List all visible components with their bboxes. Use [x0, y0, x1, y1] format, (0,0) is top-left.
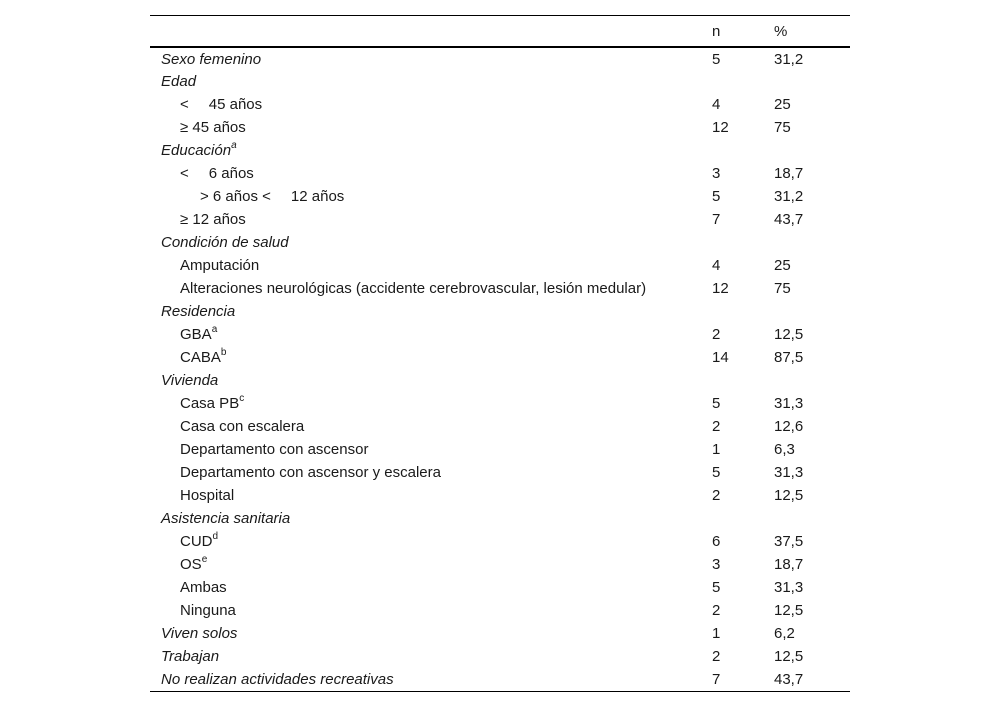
table-row [150, 576, 850, 599]
row-n: 5 [712, 188, 721, 205]
row-label [150, 70, 712, 93]
row-pct: 25 [774, 96, 791, 113]
row-pct: 25 [774, 257, 791, 274]
row-label-text: Residencia [161, 303, 236, 320]
table-row [150, 438, 850, 461]
row-label-text: 6 años [208, 165, 254, 182]
table-row [150, 369, 850, 392]
table-row [150, 346, 850, 369]
row-pct [774, 70, 850, 93]
table-row [150, 277, 850, 300]
row-n: 1 [712, 441, 721, 458]
row-n: 2 [712, 487, 721, 504]
row-label [150, 277, 712, 300]
row-label [150, 599, 712, 622]
row-pct [774, 369, 850, 392]
row-pct: 75 [774, 280, 791, 297]
row-pct: 18,7 [774, 556, 804, 573]
row-pct: 31,3 [774, 464, 804, 481]
row-label [150, 323, 712, 346]
row-n: 5 [712, 50, 721, 68]
footnote-marker: d [212, 531, 219, 542]
demographics-table [150, 15, 850, 692]
row-label [150, 231, 712, 254]
demographics-table-container [150, 15, 850, 692]
table-row [150, 599, 850, 622]
row-n: 1 [712, 625, 721, 642]
row-label-text: Educación [161, 142, 232, 159]
table-row [150, 162, 850, 185]
row-label [150, 300, 712, 323]
row-label [150, 185, 712, 208]
row-label [150, 346, 712, 369]
row-label [150, 392, 712, 415]
header-label [150, 16, 712, 48]
row-label [150, 93, 712, 116]
row-label [150, 116, 712, 139]
header-pct: % [774, 22, 788, 40]
row-n: 4 [712, 96, 721, 113]
footnote-marker: e [201, 554, 208, 565]
row-label-operator: > 6 años < [200, 188, 271, 205]
row-label-text: Ninguna [180, 602, 236, 619]
row-label-text: No realizan actividades recreativas [161, 670, 394, 688]
row-label [150, 576, 712, 599]
row-label-text: Alteraciones neurológicas (accidente cerebrovascular, lesión medular) [180, 280, 647, 297]
row-label-text: Departamento con ascensor y escalera [180, 464, 441, 481]
row-label-text: Viven solos [161, 625, 238, 642]
table-row [150, 93, 850, 116]
row-n [712, 139, 774, 162]
row-pct: 43,7 [774, 670, 804, 688]
header-row [150, 16, 850, 48]
row-label-text: CABA [180, 349, 221, 366]
table-header [150, 16, 850, 48]
row-label [150, 668, 712, 691]
table-row [150, 622, 850, 645]
row-pct: 12,5 [774, 648, 804, 665]
row-label-text: Asistencia sanitaria [161, 510, 291, 527]
row-label-text: 12 años [290, 188, 345, 205]
table-row [150, 645, 850, 668]
row-label-text: Vivienda [161, 372, 219, 389]
row-label [150, 530, 712, 553]
row-pct [774, 139, 850, 162]
row-label-text: Trabajan [161, 648, 220, 665]
row-pct: 31,2 [774, 50, 804, 68]
row-label [150, 461, 712, 484]
table-row [150, 185, 850, 208]
row-label-text: Casa PB [180, 395, 240, 412]
row-n: 12 [712, 280, 729, 297]
row-pct: 31,3 [774, 395, 804, 412]
row-label-text: Departamento con ascensor [180, 441, 369, 458]
table-row [150, 139, 850, 162]
row-n [712, 369, 774, 392]
table-body [150, 47, 850, 691]
footnote-marker: c [239, 393, 245, 404]
row-label [150, 162, 712, 185]
row-label-operator: < [180, 96, 189, 113]
row-label [150, 645, 712, 668]
footnote-marker: a [211, 324, 218, 335]
row-label-text: OS [180, 556, 202, 573]
row-n: 5 [712, 464, 721, 481]
row-n: 4 [712, 257, 721, 274]
table-row [150, 254, 850, 277]
row-label [150, 415, 712, 438]
row-n [712, 507, 774, 530]
row-pct [774, 507, 850, 530]
row-label-text: Amputación [180, 257, 260, 274]
row-label [150, 47, 712, 70]
row-n [712, 70, 774, 93]
table-row [150, 300, 850, 323]
row-n: 7 [712, 670, 721, 688]
table-row [150, 47, 850, 70]
row-pct: 12,5 [774, 326, 804, 343]
row-label-text: ≥ 12 años [180, 211, 246, 228]
table-row [150, 668, 850, 691]
row-pct: 18,7 [774, 165, 804, 182]
row-n: 5 [712, 395, 721, 412]
row-n: 2 [712, 418, 721, 435]
row-label [150, 208, 712, 231]
table-row [150, 208, 850, 231]
row-label-text: Edad [161, 73, 197, 90]
row-pct: 37,5 [774, 533, 804, 550]
table-row [150, 116, 850, 139]
table-row [150, 484, 850, 507]
table-row [150, 461, 850, 484]
table-row [150, 231, 850, 254]
row-n: 3 [712, 165, 721, 182]
row-n [712, 300, 774, 323]
row-n: 6 [712, 533, 721, 550]
row-pct: 12,6 [774, 418, 804, 435]
row-pct: 31,2 [774, 188, 804, 205]
table-row [150, 415, 850, 438]
row-label [150, 438, 712, 461]
footnote-marker: b [220, 347, 227, 358]
row-label-text: Ambas [180, 579, 227, 596]
row-pct [774, 300, 850, 323]
table-row [150, 507, 850, 530]
row-label [150, 553, 712, 576]
row-pct: 87,5 [774, 349, 804, 366]
row-label-text: ≥ 45 años [180, 119, 246, 136]
row-label-text: CUD [180, 533, 213, 550]
row-label-text: Condición de salud [161, 234, 289, 251]
table-row [150, 323, 850, 346]
row-n: 5 [712, 579, 721, 596]
table-row [150, 392, 850, 415]
table-row [150, 530, 850, 553]
row-label-text: GBA [180, 326, 212, 343]
row-label [150, 622, 712, 645]
row-pct [774, 231, 850, 254]
row-n: 7 [712, 211, 721, 228]
row-pct: 12,5 [774, 487, 804, 504]
table-row [150, 553, 850, 576]
row-pct: 43,7 [774, 211, 804, 228]
row-pct: 6,3 [774, 441, 795, 458]
row-label [150, 139, 712, 162]
row-pct: 75 [774, 119, 791, 136]
row-n: 2 [712, 326, 721, 343]
footnote-marker: a [231, 140, 237, 151]
row-pct: 6,2 [774, 625, 795, 642]
row-pct: 12,5 [774, 602, 804, 619]
row-pct: 31,3 [774, 579, 804, 596]
row-label-text: Sexo femenino [161, 50, 262, 68]
row-label-text: 45 años [208, 96, 263, 113]
row-n: 3 [712, 556, 721, 573]
table-row [150, 70, 850, 93]
row-n [712, 231, 774, 254]
row-label [150, 369, 712, 392]
row-label-operator: < [180, 165, 189, 182]
row-label [150, 254, 712, 277]
row-label [150, 484, 712, 507]
row-label [150, 507, 712, 530]
row-label-text: Hospital [180, 487, 235, 504]
row-label-text: Casa con escalera [180, 418, 305, 435]
row-n: 12 [712, 119, 729, 136]
header-n: n [712, 22, 721, 40]
row-n: 2 [712, 648, 721, 665]
row-n: 2 [712, 602, 721, 619]
row-n: 14 [712, 349, 729, 366]
